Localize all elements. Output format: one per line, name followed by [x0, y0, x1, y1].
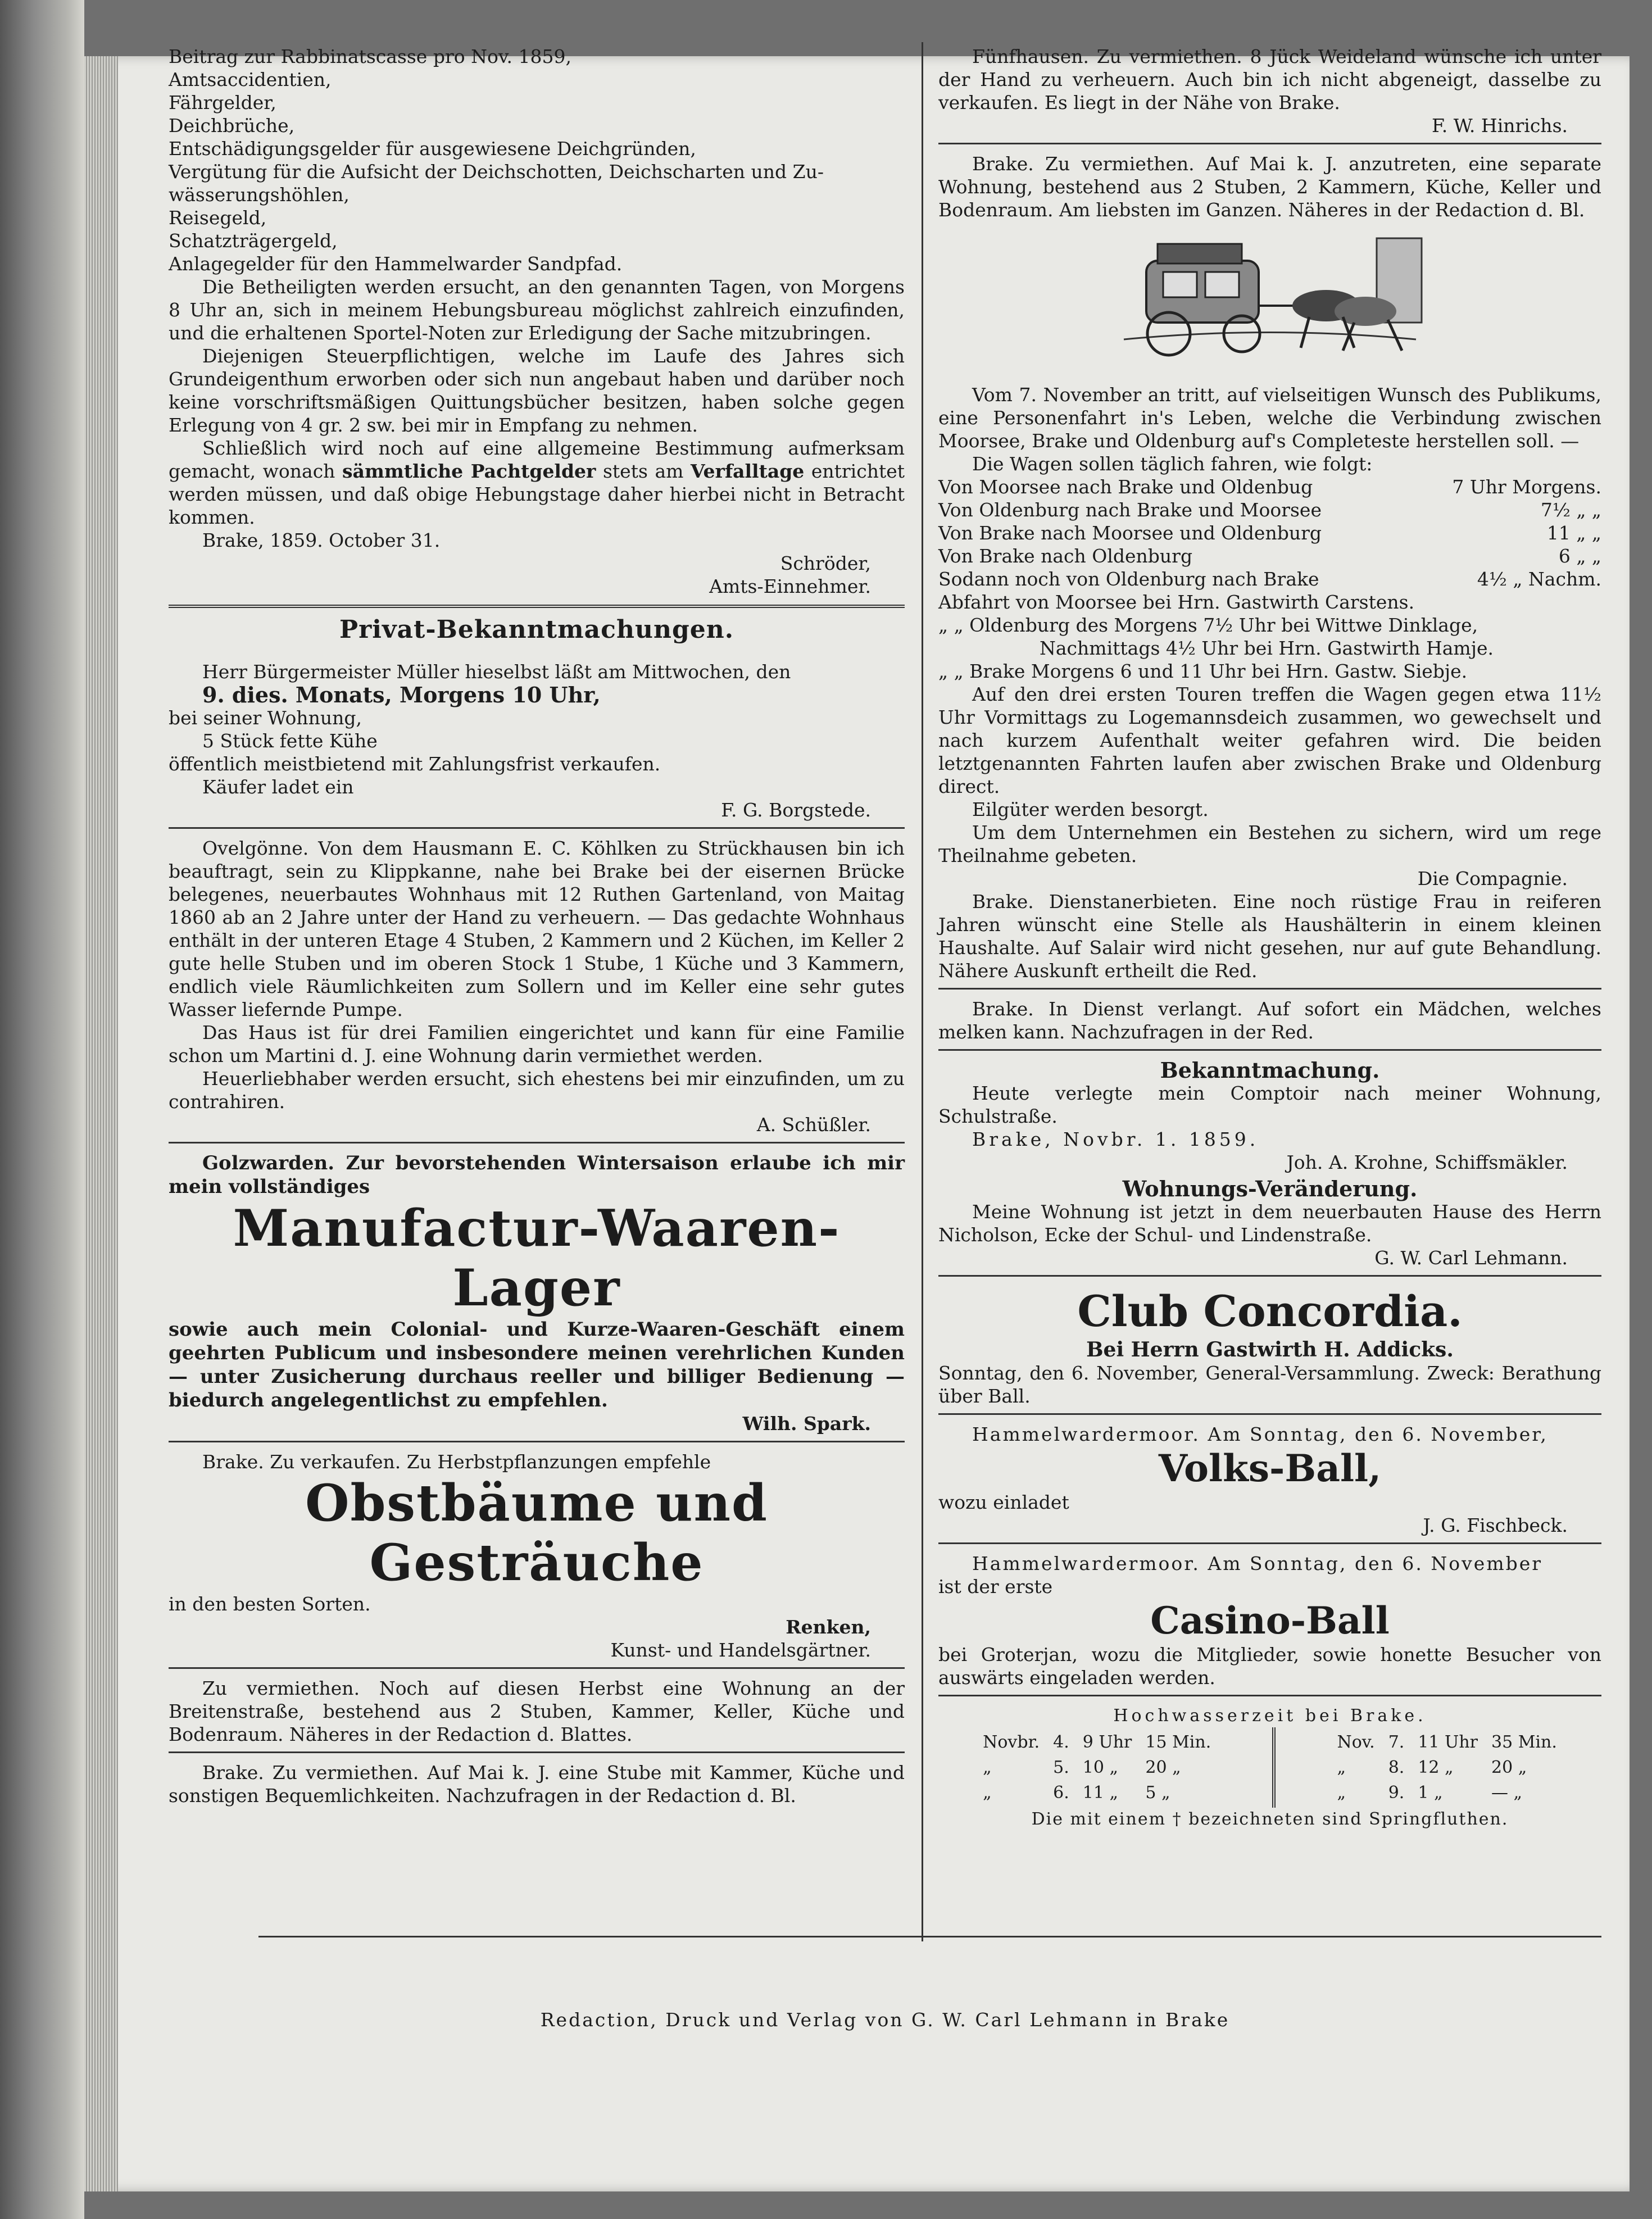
list-item: Deichbrüche, [169, 115, 295, 137]
ad-text: sowie auch mein Colonial- und Kurze-Waaren-Geschäft einem geehrten Publicum und insbesondere meinen verehrlichen Kunden — unter Zusicherung durchaus reeller und billiger Bedienung — biedurch angelegentlichst zu empfehlen. [169, 1318, 905, 1412]
ad-rule [938, 143, 1601, 144]
ad-display-title: Manufactur-Waaren-Lager [233, 1199, 841, 1318]
left-column [169, 45, 905, 1807]
section-rule [169, 605, 905, 608]
table-row [976, 1730, 1218, 1755]
section-heading: Privat-Bekanntmachungen. [339, 615, 734, 644]
ad-text: Hammelwardermoor. Am Sonntag, den 6. November [972, 1553, 1543, 1574]
ad-text: wozu einladet [938, 1491, 1069, 1513]
signature-title: Kunst- und Handelsgärtner. [610, 1639, 871, 1661]
ad-rule [169, 827, 905, 829]
table-divider [1272, 1727, 1276, 1808]
table-row [1330, 1780, 1563, 1805]
ad-text: Brake, Novbr. 1. 1859. [972, 1128, 1259, 1150]
table-row [976, 1780, 1218, 1805]
table-cell: 12 „ [1418, 1758, 1454, 1777]
table-cell: — „ [1491, 1783, 1523, 1803]
stagecoach-illustration [1113, 227, 1427, 367]
intro-list [169, 45, 905, 275]
table-cell: 6. [1053, 1783, 1069, 1803]
ad-text: Brake. Zu vermiethen. Auf Mai k. J. eine Stube mit Kammer, Küche und sonstigen Bequemlichkeiten. Nachzufragen in der Redaction d. Bl. [169, 1762, 905, 1807]
table-cell: 20 „ [1145, 1758, 1181, 1777]
ad-text: Heute verlegte mein Comptoir nach meiner Wohnung, Schulstraße. [938, 1082, 1601, 1127]
list-item: Anlagegelder für den Hammelwarder Sandpfad. [169, 253, 623, 275]
page-edges [84, 56, 118, 2191]
footer-rule [258, 1936, 1601, 1937]
ad-text: Heuerliebhaber werden ersucht, sich ehestens bei mir einzufinden, um zu contrahiren. [169, 1068, 905, 1113]
table-cell: „ [1337, 1758, 1346, 1777]
notice-paragraph: Die Betheiligten werden ersucht, an den genannten Tagen, von Morgens 8 Uhr an, sich in meinem Hebungsbureau möglichst zahlreich einzufinden, und die erhaltenen Sportel-Noten zur Erledigung der Sache mitzubringen. [169, 276, 905, 344]
ad-rule [169, 1142, 905, 1143]
schedule-row [938, 544, 1601, 568]
list-item: Amtsaccidentien, [169, 69, 332, 90]
signature: Wilh. Spark. [742, 1413, 871, 1435]
ad-text: Käufer ladet ein [202, 776, 354, 798]
tide-heading: Hochwasserzeit bei Brake. [1113, 1706, 1427, 1726]
ad-text: Herr Bürgermeister Müller hieselbst läßt am Mittwochen, den [202, 661, 791, 683]
ad-text: Das Haus ist für drei Familien eingerichtet und kann für eine Familie schon um Martini d. J. eine Wohnung darin vermiethet werden. [169, 1022, 905, 1067]
tide-table [938, 1727, 1601, 1808]
table-row [1330, 1730, 1563, 1755]
ad-display-title: Casino-Ball [1150, 1599, 1390, 1642]
table-cell: 7. [1388, 1732, 1405, 1752]
book-spine [0, 0, 84, 2219]
ad-text: Golzwarden. Zur bevorstehenden Wintersaison erlaube ich mir mein vollständiges [169, 1152, 905, 1198]
list-item: Reisegeld, [169, 207, 267, 229]
table-row [1330, 1755, 1563, 1780]
ad-rule [169, 1667, 905, 1669]
signature: Die Compagnie. [1417, 868, 1568, 890]
right-column [938, 45, 1601, 1831]
ad-display-title: Obstbäume und Gesträuche [305, 1473, 768, 1592]
ad-text: Brake. Zu verkaufen. Zu Herbstpflanzungen empfehle [202, 1451, 711, 1473]
table-cell: Novbr. [983, 1732, 1040, 1752]
text-run: stets am [596, 460, 691, 482]
schedule-time: 4½ „ Nachm. [1477, 568, 1601, 590]
emphasis-text: sämmtliche Pachtgelder [342, 460, 596, 482]
tide-table-left [976, 1730, 1218, 1805]
signature: Renken, [786, 1616, 871, 1638]
list-item: Beitrag zur Rabbinatscasse pro Nov. 1859, [169, 46, 571, 67]
table-cell: 15 Min. [1145, 1732, 1211, 1752]
dateline: Brake, 1859. October 31. [202, 529, 441, 551]
ad-text: Abfahrt von Moorsee bei Hrn. Gastwirth Carstens. [938, 591, 1415, 613]
ad-text: Zu vermiethen. Noch auf diesen Herbst eine Wohnung an der Breitenstraße, bestehend aus 2 Stuben, Kammer, Keller, Küche und Bodenraum. Näheres in der Redaction d. Blattes. [169, 1677, 905, 1745]
ad-subheading: Bei Herrn Gastwirth H. Addicks. [1086, 1338, 1454, 1362]
ad-text: 5 Stück fette Kühe [202, 730, 378, 752]
table-cell: 4. [1053, 1732, 1069, 1752]
ad-text: Brake. Dienstanerbieten. Eine noch rüstige Frau in reiferen Jahren wünscht eine Stelle als Haushälterin in einem kleinen Haushalte. Auf Salair wird nicht gesehen, nur auf gute Behandlung. Nähere Auskunft ertheilt die Red. [938, 891, 1601, 982]
signature: F. G. Borgstede. [721, 799, 871, 821]
ad-rule [169, 1751, 905, 1753]
signature: Joh. A. Krohne, Schiffsmäkler. [1286, 1151, 1568, 1173]
coach-schedule [938, 475, 1601, 591]
ad-text: Nachmittags 4½ Uhr bei Hrn. Gastwirth Hamje. [1040, 637, 1494, 659]
ad-text: Die Wagen sollen täglich fahren, wie folgt: [972, 453, 1373, 475]
ad-rule [938, 1275, 1601, 1277]
schedule-row [938, 475, 1601, 498]
schedule-time: 11 „ „ [1546, 522, 1601, 544]
ad-rule [938, 1413, 1601, 1415]
signature: Schröder, [780, 552, 871, 574]
ad-text: Brake. Zu vermiethen. Auf Mai k. J. anzutreten, eine separate Wohnung, bestehend aus 2 Stuben, 2 Kammern, Küche, Keller und Bodenraum. Am liebsten im Ganzen. Näheres in der Redaction d. Bl. [938, 153, 1601, 221]
column-divider [922, 42, 923, 1941]
table-cell: 11 Uhr [1418, 1732, 1478, 1752]
ad-rule [938, 1049, 1601, 1051]
table-cell: 20 „ [1491, 1758, 1527, 1777]
text-run: entrichtet werden müssen, und daß obige Hebungstage daher hierbei nicht in Betracht kommen. [169, 460, 905, 528]
ad-text: bei seiner Wohnung, [169, 707, 362, 729]
ad-display-title: Club Concordia. [1077, 1286, 1463, 1336]
list-item: wässerungshöhlen, [169, 184, 350, 206]
ad-rule [938, 1695, 1601, 1696]
table-cell: 35 Min. [1491, 1732, 1557, 1752]
ad-text: Meine Wohnung ist jetzt in dem neuerbauten Hause des Herrn Nicholson, Ecke der Schul- und Lindenstraße. [938, 1201, 1601, 1246]
schedule-row [938, 568, 1601, 591]
schedule-row [938, 521, 1601, 544]
ad-emphasis: 9. dies. Monats, Morgens 10 Uhr, [202, 682, 601, 707]
table-cell: „ [1337, 1783, 1346, 1803]
ad-text: in den besten Sorten. [169, 1593, 371, 1615]
signature: F. W. Hinrichs. [1432, 115, 1568, 137]
ad-text: Brake. In Dienst verlangt. Auf sofort ein Mädchen, welches melken kann. Nachzufragen in der Red. [938, 998, 1601, 1043]
schedule-route: Von Oldenburg nach Brake und Moorsee [938, 499, 1322, 521]
signature-title: Amts-Einnehmer. [709, 575, 871, 597]
table-row [976, 1755, 1218, 1780]
imprint-footer: Redaction, Druck und Verlag von G. W. Carl Lehmann in Brake [540, 2009, 1230, 2031]
signature: G. W. Carl Lehmann. [1374, 1247, 1568, 1269]
table-cell: „ [983, 1758, 992, 1777]
ad-text: Hammelwardermoor. Am Sonntag, den 6. November, [972, 1423, 1548, 1445]
notice-paragraph [169, 437, 905, 529]
table-cell: 9. [1388, 1783, 1405, 1803]
schedule-route: Von Brake nach Oldenburg [938, 545, 1193, 567]
list-item: Vergütung für die Aufsicht der Deichschotten, Deichscharten und Zu- [169, 161, 824, 183]
ad-text: „ „ Brake Morgens 6 und 11 Uhr bei Hrn. Gastw. Siebje. [938, 660, 1468, 682]
schedule-time: 7½ „ „ [1540, 499, 1601, 521]
signature: J. G. Fischbeck. [1423, 1514, 1568, 1536]
ad-text: Eilgüter werden besorgt. [972, 798, 1209, 820]
tide-note: Die mit einem † bezeichneten sind Springfluthen. [1031, 1809, 1509, 1829]
ad-heading: Bekanntmachung. [1160, 1058, 1380, 1083]
ad-text: „ „ Oldenburg des Morgens 7½ Uhr bei Wittwe Dinklage, [938, 614, 1478, 636]
table-cell: 8. [1388, 1758, 1405, 1777]
schedule-route: Von Brake nach Moorsee und Oldenburg [938, 522, 1322, 544]
ad-text: ist der erste [938, 1576, 1053, 1598]
schedule-route: Sodann noch von Oldenburg nach Brake [938, 568, 1319, 590]
text-run: Schließlich wird noch auf eine allgemeine Bestimmung aufmerksam gemacht, wonach [169, 437, 905, 482]
schedule-row [938, 498, 1601, 521]
table-cell: „ [983, 1783, 992, 1803]
tide-table-right [1330, 1730, 1563, 1805]
ad-text: Um dem Unternehmen ein Bestehen zu sichern, wird um rege Theilnahme gebeten. [938, 822, 1601, 866]
schedule-route: Von Moorsee nach Brake und Oldenbug [938, 476, 1313, 498]
ad-heading: Wohnungs-Veränderung. [1122, 1176, 1418, 1201]
table-cell: 11 „ [1082, 1783, 1119, 1803]
signature: A. Schüßler. [756, 1114, 871, 1136]
ad-rule [938, 988, 1601, 990]
table-cell: 1 „ [1418, 1783, 1443, 1803]
ad-text: Vom 7. November an tritt, auf vielseitigen Wunsch des Publikums, eine Personenfahrt in's Leben, welche die Verbindung zwischen Moorsee, Brake und Oldenburg auf's Completeste herstellen soll. — [938, 384, 1601, 452]
notice-paragraph: Diejenigen Steuerpflichtigen, welche im Laufe des Jahres sich Grundeigenthum erworben oder sich nun angebaut haben und darüber noch keine vorschriftsmäßigen Quittungsbücher besitzen, haben solche gegen Erlegung von 4 gr. 2 sw. bei mir in Empfang zu nehmen. [169, 345, 905, 436]
ad-text: Ovelgönne. Von dem Hausmann E. C. Köhlken zu Strückhausen bin ich beauftragt, sein zu Klippkanne, nahe bei Brake bei der eisernen Brücke belegenes, neuerbautes Wohnhaus mit 12 Ruthen Gartenland, von Maitag 1860 ab an 2 Jahre unter der Hand zu verheuern. — Das gedachte Wohnhaus enthält in der unteren Etage 4 Stuben, 2 Kammern und 2 Küchen, im Keller 2 gute helle Stuben und im oberen Stock 1 Stube, 1 Küche und 3 Kammern, endlich viele Räumlichkeiten zum Sollern und im Keller eine sehr gutes Wasser liefernde Pumpe. [169, 837, 905, 1020]
table-cell: Nov. [1337, 1732, 1375, 1752]
table-cell: 10 „ [1082, 1758, 1119, 1777]
ad-rule [169, 1441, 905, 1442]
ad-display-title: Volks-Ball, [1158, 1446, 1382, 1490]
ad-text: bei Groterjan, wozu die Mitglieder, sowie honette Besucher von auswärts eingeladen werden. [938, 1644, 1601, 1689]
table-cell: 5 „ [1145, 1783, 1170, 1803]
list-item: Schatzträgergeld, [169, 230, 338, 252]
ad-text: öffentlich meistbietend mit Zahlungsfrist verkaufen. [169, 753, 661, 775]
ad-rule [938, 1542, 1601, 1544]
table-cell: 5. [1053, 1758, 1069, 1777]
list-item: Fährgelder, [169, 92, 276, 114]
schedule-time: 6 „ „ [1558, 545, 1601, 567]
ad-text: Sonntag, den 6. November, General-Versammlung. Zweck: Berathung über Ball. [938, 1362, 1601, 1407]
table-cell: 9 Uhr [1082, 1732, 1132, 1752]
schedule-time: 7 Uhr Morgens. [1452, 476, 1601, 498]
ad-text: Fünfhausen. Zu vermiethen. 8 Jück Weideland wünsche ich unter der Hand zu verheuern. Auch bin ich nicht abgeneigt, dasselbe zu verkaufen. Es liegt in der Nähe von Brake. [938, 46, 1601, 114]
emphasis-text: Verfalltage [690, 460, 805, 482]
ad-text: Auf den drei ersten Touren treffen die Wagen gegen etwa 11½ Uhr Vormittags zu Logemannsdeich zusammen, wo gewechselt und nach kurzem Aufenthalt weiter gefahren wird. Die beiden letztgenannten Fahrten laufen aber zwischen Brake und Oldenburg direct. [938, 683, 1601, 797]
list-item: Entschädigungsgelder für ausgewiesene Deichgründen, [169, 138, 696, 160]
